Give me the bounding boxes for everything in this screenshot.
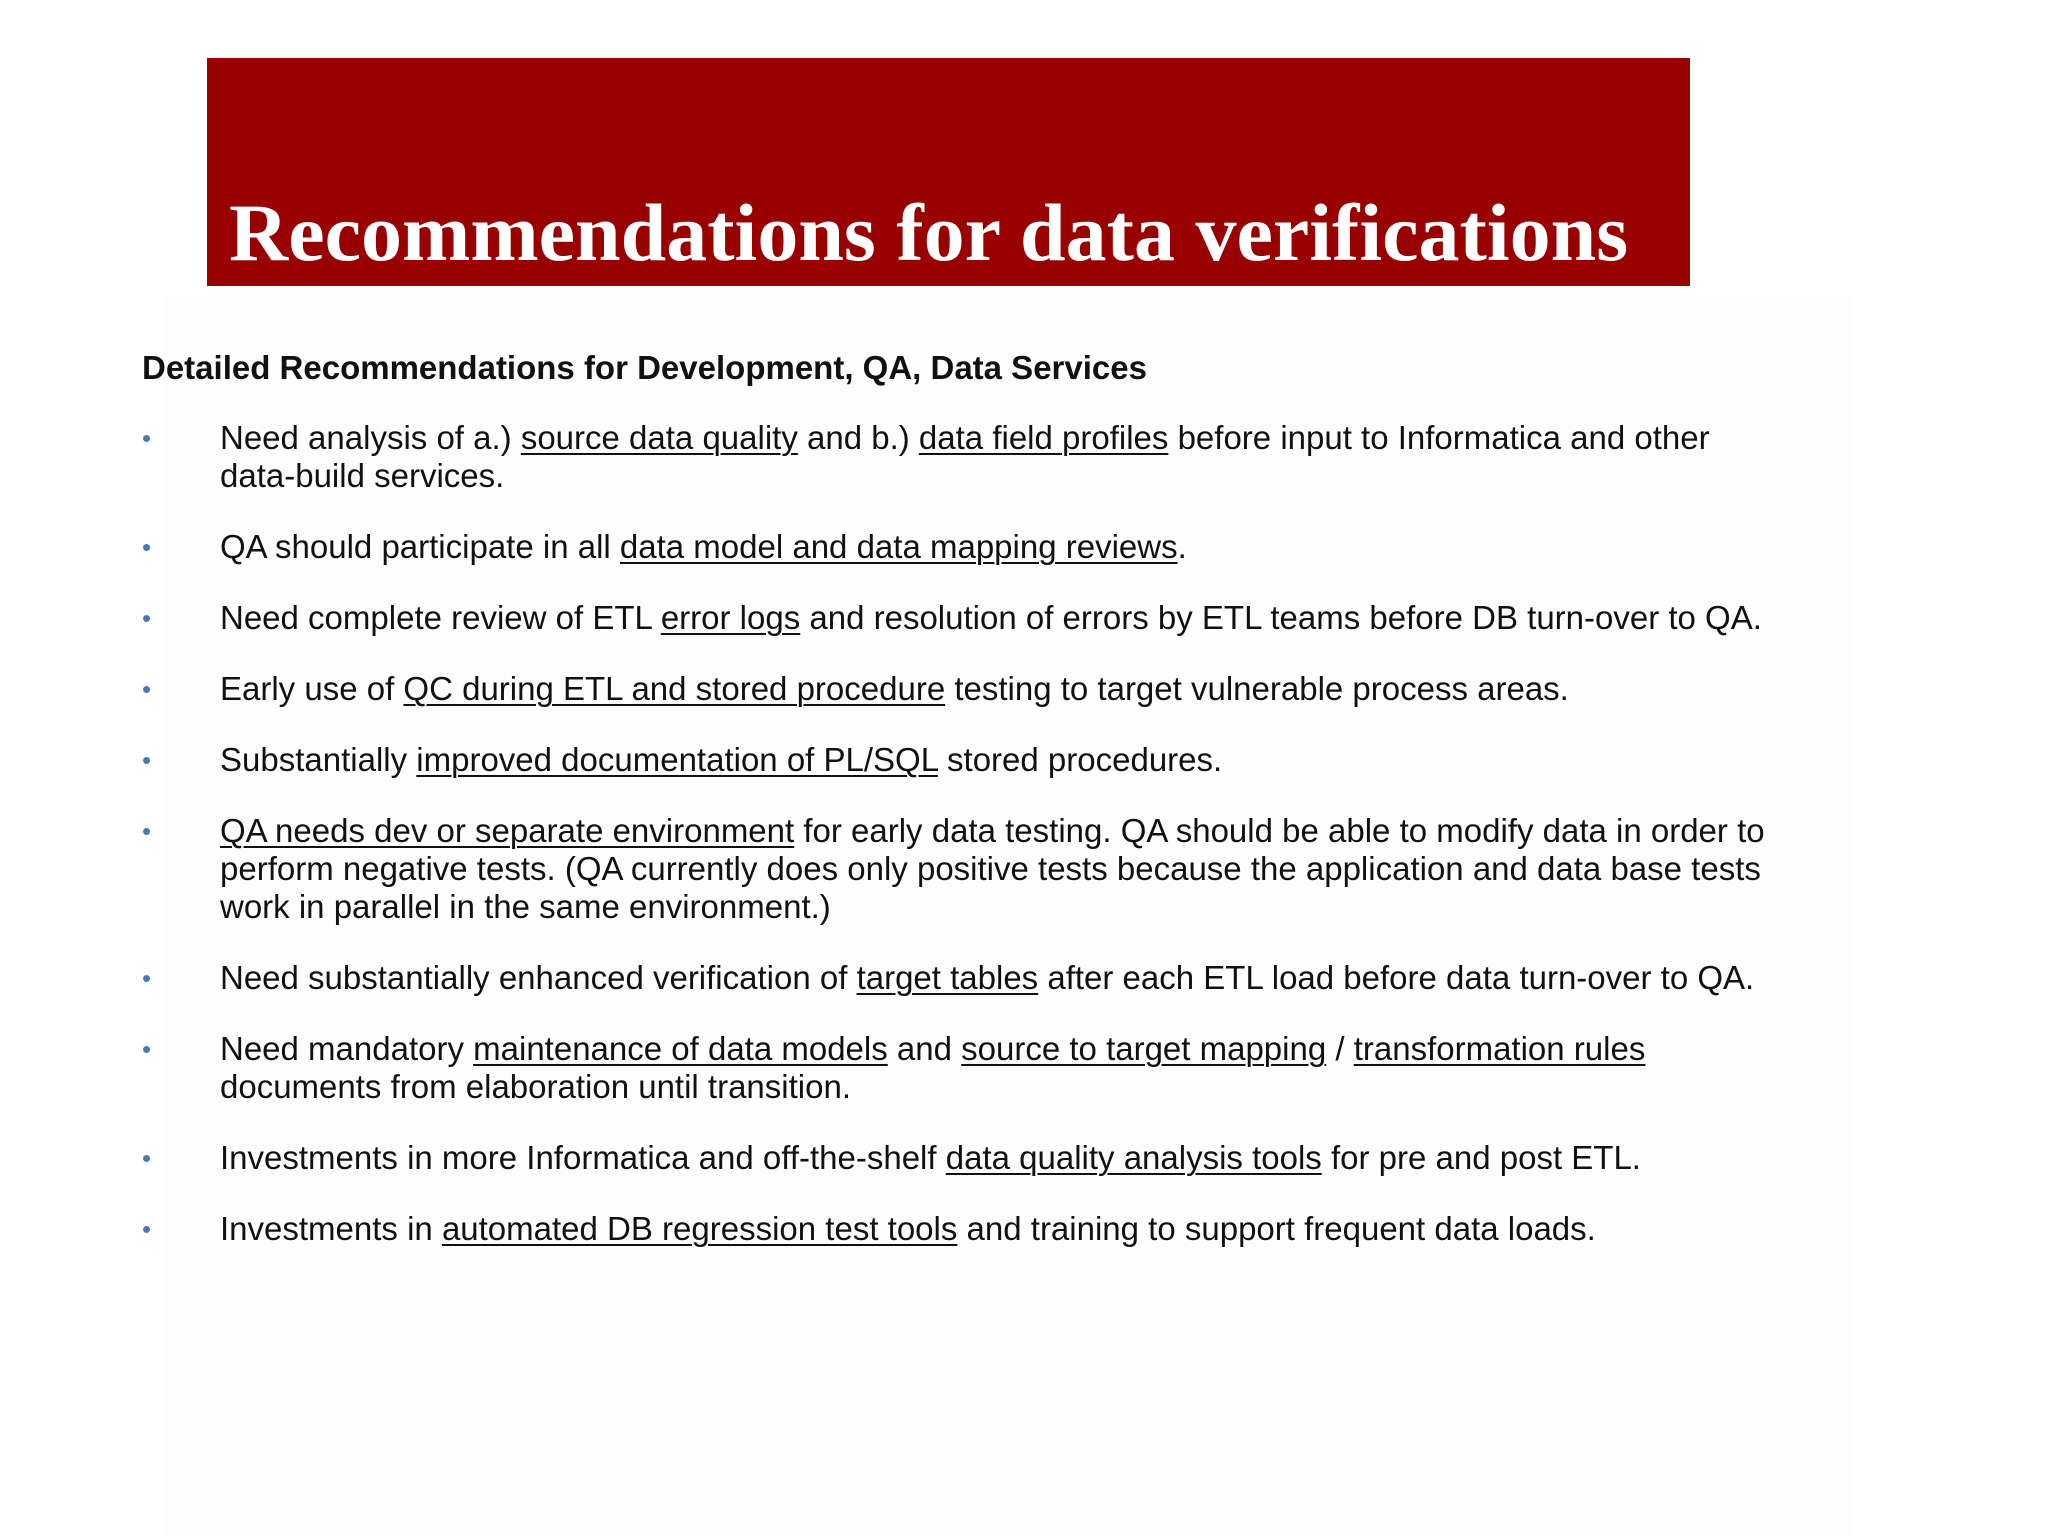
underlined-phrase: source data quality [520, 419, 798, 456]
bullet-text: before input to Informatica and other [1168, 419, 1710, 456]
bullet-icon: • [142, 963, 152, 993]
bullet-line [220, 850, 1882, 888]
underlined-phrase: target tables [856, 959, 1039, 996]
bullet-text: data-build services. [220, 457, 505, 494]
bullet-line [220, 1210, 1882, 1248]
bullet-text: QA should participate in all [220, 528, 620, 565]
bullet-text: Early use of [220, 670, 404, 707]
bullet-text: Substantially [220, 741, 417, 778]
bullet-text: and [887, 1030, 962, 1067]
bullet-text: for early data testing. QA should be able to modify data in order to [794, 812, 1765, 849]
underlined-phrase: improved documentation of PL/SQL [416, 741, 938, 778]
bullet-icon: • [142, 1214, 152, 1244]
slide-title: Recommendations for data verifications [229, 187, 1629, 278]
bullet-line [220, 528, 1882, 566]
list-item [142, 528, 1882, 566]
bullet-icon: • [142, 603, 152, 633]
title-banner [207, 58, 1690, 286]
bullet-line [220, 1030, 1882, 1068]
bullet-icon: • [142, 423, 152, 453]
bullet-line [220, 741, 1882, 779]
bullet-text: documents from elaboration until transition. [220, 1068, 851, 1105]
underlined-phrase: maintenance of data models [473, 1030, 888, 1067]
bullet-icon: • [142, 816, 152, 846]
bullet-text: testing to target vulnerable process areas. [945, 670, 1569, 707]
list-item [142, 1139, 1882, 1177]
bullet-icon: • [142, 532, 152, 562]
bullet-line [220, 959, 1882, 997]
bullet-text: Need analysis of a.) [220, 419, 521, 456]
bullet-text: work in parallel in the same environment.) [220, 888, 831, 925]
underlined-phrase: source to target mapping [961, 1030, 1327, 1067]
recommendations-list [142, 419, 1882, 1281]
bullet-line [220, 888, 1882, 926]
bullet-text: Investments in [220, 1210, 442, 1247]
bullet-text: stored procedures. [937, 741, 1223, 778]
underlined-phrase: data field profiles [918, 419, 1169, 456]
bullet-text: after each ETL load before data turn-over to QA. [1038, 959, 1755, 996]
bullet-icon: • [142, 745, 152, 775]
bullet-text: . [1177, 528, 1187, 565]
bullet-icon: • [142, 1143, 152, 1173]
bullet-text: Need complete review of ETL [220, 599, 661, 636]
bullet-text: and training to support frequent data loads. [957, 1210, 1596, 1247]
bullet-icon: • [142, 674, 152, 704]
underlined-phrase: error logs [660, 599, 801, 636]
bullet-text: and resolution of errors by ETL teams before DB turn-over to QA. [800, 599, 1762, 636]
bullet-text: for pre and post ETL. [1321, 1139, 1641, 1176]
list-item [142, 419, 1882, 495]
underlined-phrase: data model and data mapping reviews [619, 528, 1178, 565]
underlined-phrase: QA needs dev or separate environment [220, 812, 795, 849]
underlined-phrase: data quality analysis tools [945, 1139, 1322, 1176]
bullet-line [220, 457, 1882, 495]
bullet-line [220, 670, 1882, 708]
bullet-text: and b.) [797, 419, 919, 456]
list-item [142, 812, 1882, 926]
list-item [142, 741, 1882, 779]
bullet-line [220, 1139, 1882, 1177]
bullet-line [220, 812, 1882, 850]
underlined-phrase: QC during ETL and stored procedure [403, 670, 946, 707]
list-item [142, 599, 1882, 637]
underlined-phrase: transformation rules [1353, 1030, 1646, 1067]
underlined-phrase: automated DB regression test tools [441, 1210, 958, 1247]
slide-subtitle: Detailed Recommendations for Development, QA, Data Services [142, 349, 1147, 386]
bullet-icon: • [142, 1034, 152, 1064]
bullet-text: Investments in more Informatica and off-the-shelf [220, 1139, 946, 1176]
bullet-text: / [1326, 1030, 1354, 1067]
bullet-line [220, 1068, 1882, 1106]
list-item [142, 670, 1882, 708]
bullet-text: Need mandatory [220, 1030, 474, 1067]
bullet-text: perform negative tests. (QA currently does only positive tests because the application and data base tests [220, 850, 1761, 887]
list-item [142, 959, 1882, 997]
bullet-line [220, 419, 1882, 457]
list-item [142, 1210, 1882, 1248]
bullet-text: Need substantially enhanced verification of [220, 959, 857, 996]
bullet-line [220, 599, 1882, 637]
list-item [142, 1030, 1882, 1106]
